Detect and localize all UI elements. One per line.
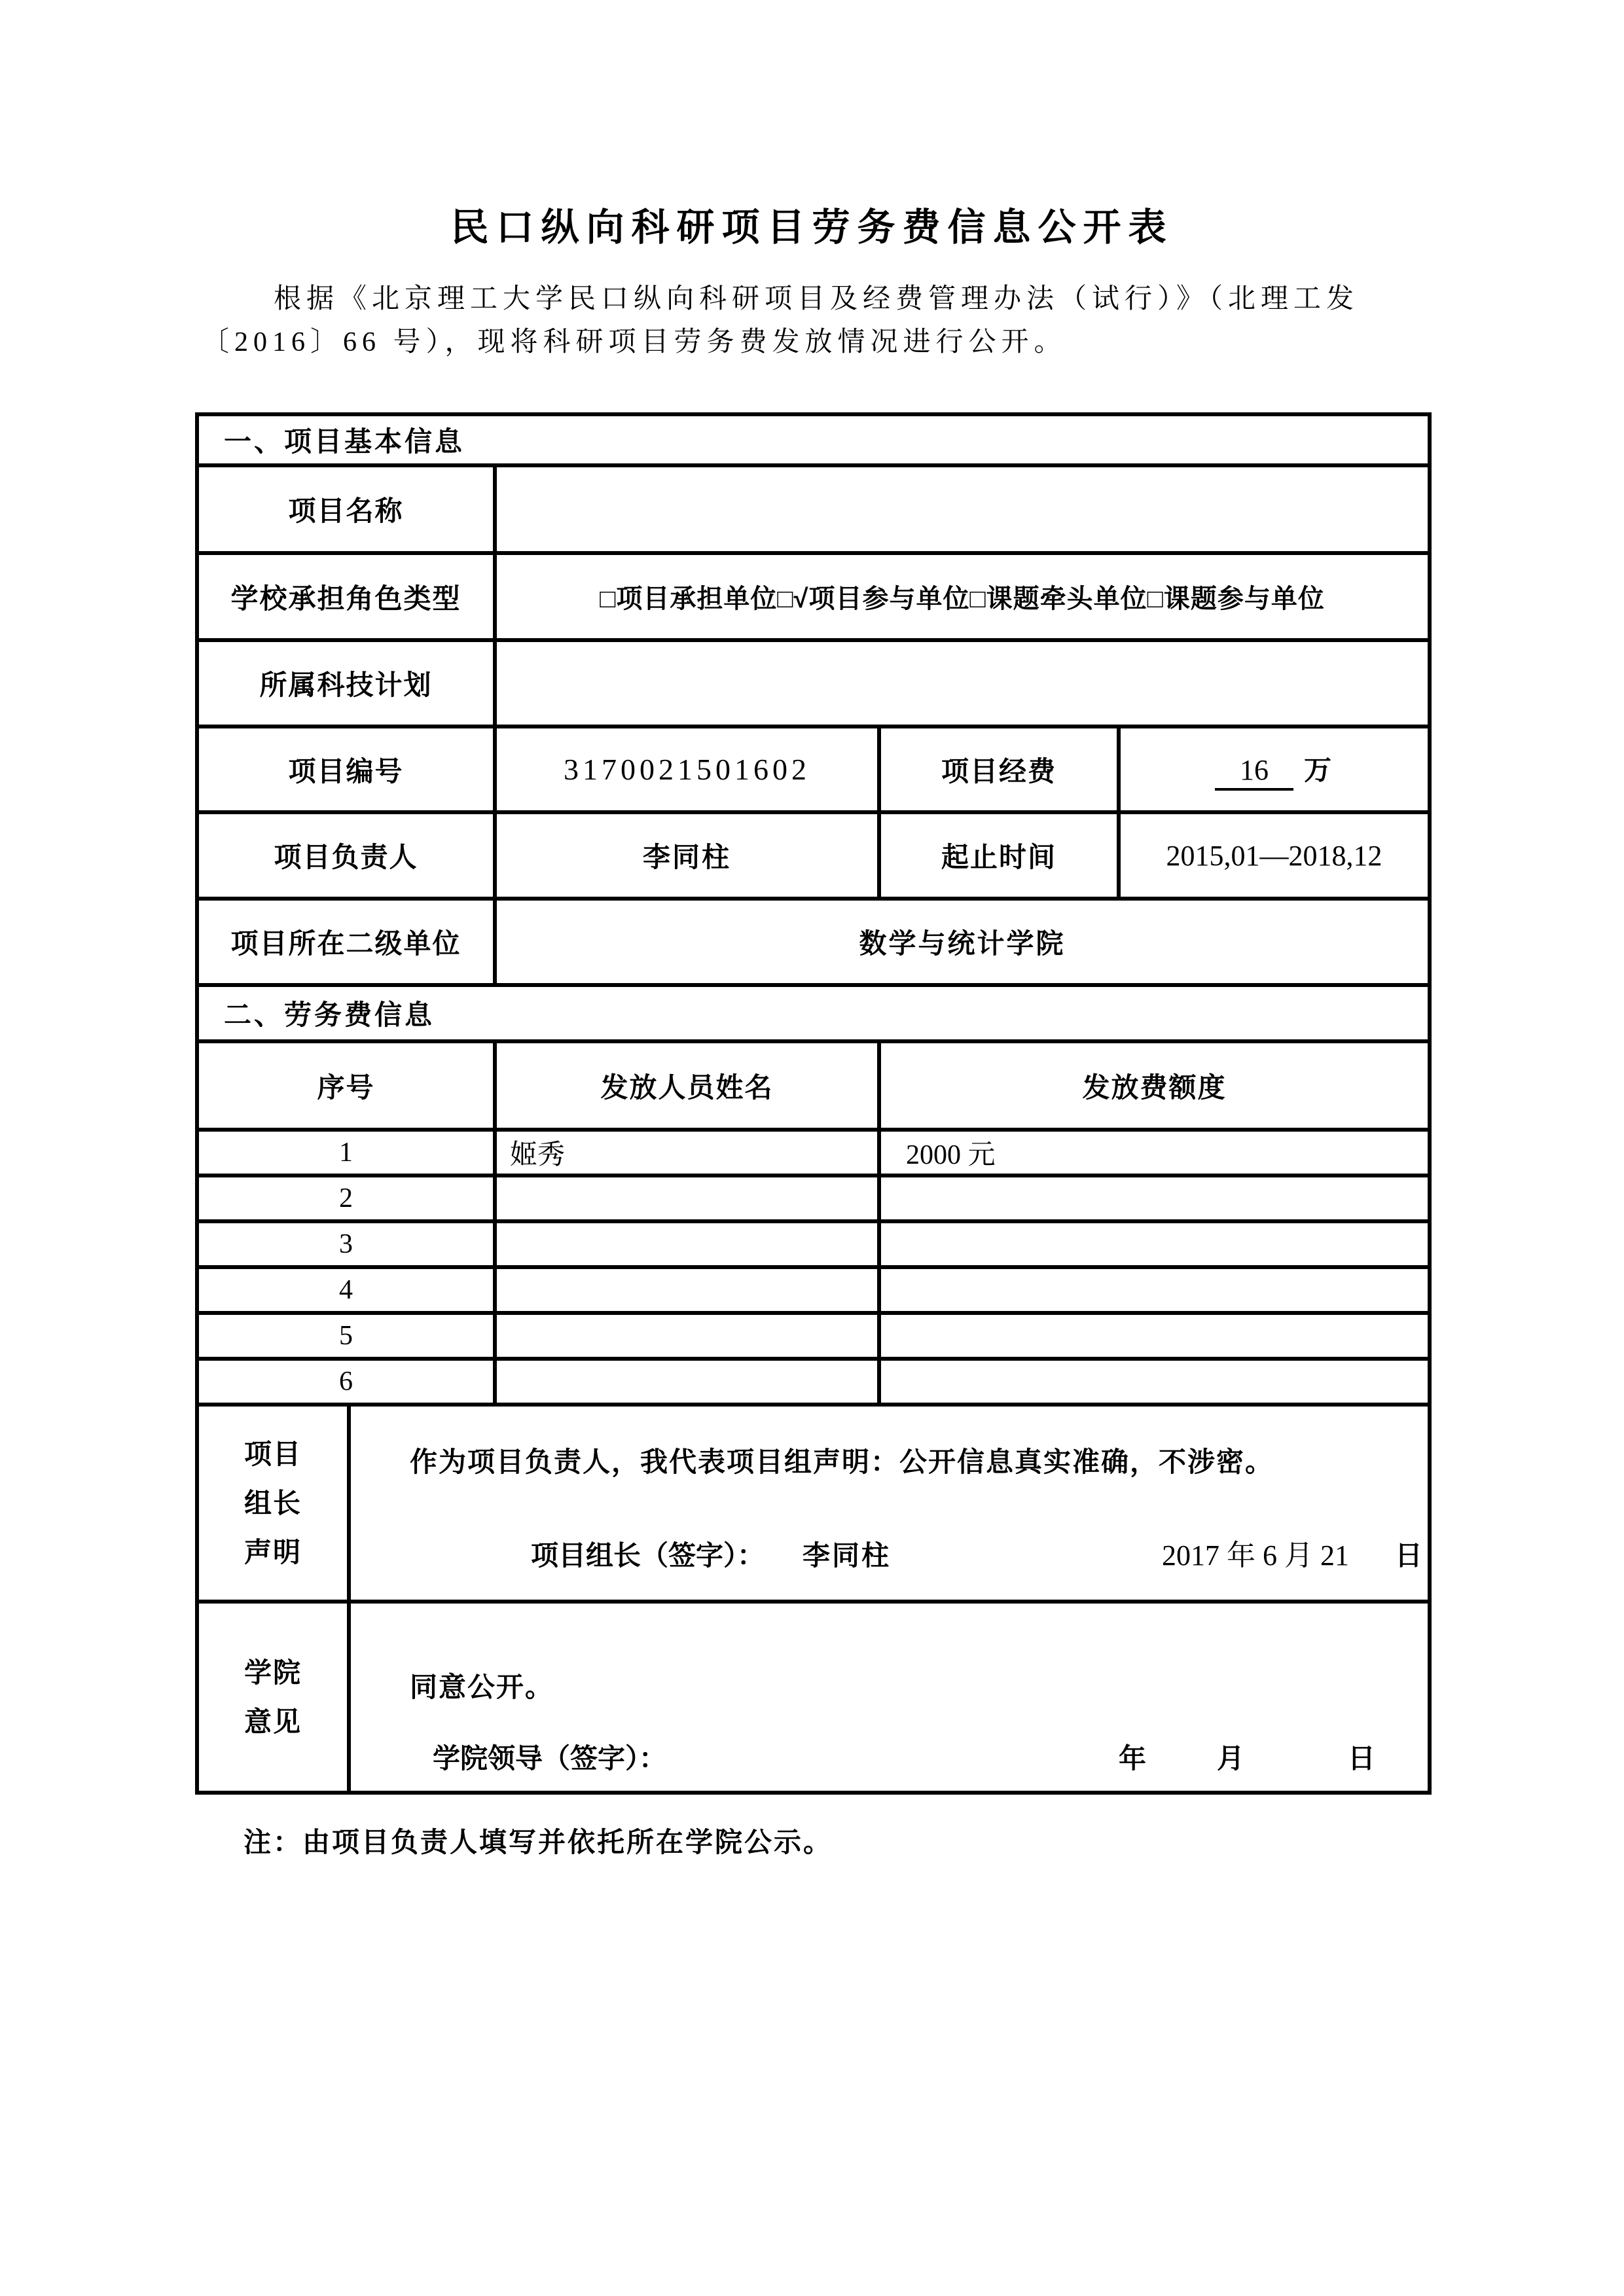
fee-row-amount: [879, 1359, 1430, 1405]
declaration-date-value: 2017 年 6 月 21: [1162, 1539, 1350, 1571]
declaration-label: [197, 1405, 349, 1602]
declaration-date-day: 日: [1395, 1540, 1423, 1571]
project-number-value: 3170021501602: [495, 726, 879, 812]
project-number-row: [197, 726, 1430, 812]
budget-unit: 万: [1304, 754, 1334, 785]
fee-row-amount: [879, 1175, 1430, 1221]
fee-row-index: 3: [197, 1221, 495, 1267]
role-type-checkboxes: □项目承担单位□√项目参与单位□课题牵头单位□课题参与单位: [495, 553, 1430, 640]
declaration-label-line: 组长: [244, 1488, 302, 1518]
fee-row-6: [197, 1359, 1430, 1405]
fee-row-name: [495, 1313, 879, 1359]
budget-label: 项目经费: [879, 726, 1119, 812]
fee-row-3: [197, 1221, 1430, 1267]
pi-label: 项目负责人: [197, 812, 495, 899]
fee-row-index: 4: [197, 1267, 495, 1313]
intro-line-2: 〔2016〕66 号），现将科研项目劳务费发放情况进行公开。: [202, 327, 1067, 357]
section1-header-row: [197, 414, 1430, 465]
college-signature-row: [410, 1737, 1375, 1776]
college-date-month: 月: [1217, 1743, 1245, 1774]
fee-row-name: [495, 1359, 879, 1405]
fee-row-index: 2: [197, 1175, 495, 1221]
unit-label: 项目所在二级单位: [197, 899, 495, 985]
fee-row-amount: [879, 1221, 1430, 1267]
duration-value: 2015,01—2018,12: [1119, 812, 1430, 899]
declaration-content-cell: [349, 1405, 1430, 1602]
col-header-index: 序号: [197, 1041, 495, 1130]
declaration-row: [197, 1405, 1430, 1602]
project-name-row: [197, 465, 1430, 553]
duration-label: 起止时间: [879, 812, 1119, 899]
fee-row-name: [495, 1175, 879, 1221]
fee-row-2: [197, 1175, 1430, 1221]
budget-value-cell: [1119, 726, 1430, 812]
unit-row: [197, 899, 1430, 985]
declaration-label-line: 项目: [244, 1439, 302, 1469]
fee-row-name: 姬秀: [495, 1130, 879, 1175]
fee-row-1: [197, 1130, 1430, 1175]
col-header-name: 发放人员姓名: [495, 1041, 879, 1130]
declaration-content: [351, 1407, 1428, 1596]
pi-row: [197, 812, 1430, 899]
section2-header-row: [197, 985, 1430, 1041]
program-value: [495, 640, 1430, 726]
unit-value: 数学与统计学院: [495, 899, 1430, 985]
program-label: 所属科技计划: [197, 640, 495, 726]
college-opinion-row: [197, 1602, 1430, 1793]
project-name-value: [495, 465, 1430, 553]
declaration-signature-row: [410, 1532, 1422, 1573]
fee-row-name: [495, 1221, 879, 1267]
fee-row-amount: 2000 元: [879, 1130, 1430, 1175]
leader-sign-label: 项目组长（签字）：: [531, 1540, 765, 1571]
declaration-date: [1162, 1532, 1422, 1573]
fee-table-header-row: [197, 1041, 1430, 1130]
pi-value: 李同柱: [495, 812, 879, 899]
college-label-line: 意见: [244, 1706, 302, 1737]
fee-row-4: [197, 1267, 1430, 1313]
intro-line-1: 根据《北京理工大学民口纵向科研项目及经费管理办法（试行）》（北理工发: [274, 284, 1360, 314]
fee-row-5: [197, 1313, 1430, 1359]
fee-row-index: 5: [197, 1313, 495, 1359]
fee-row-index: 6: [197, 1359, 495, 1405]
fee-row-index: 1: [197, 1130, 495, 1175]
page-title: 民口纵向科研项目劳务费信息公开表: [450, 206, 1174, 249]
college-opinion-text: 同意公开。: [410, 1672, 554, 1702]
leader-signature: 李同柱: [803, 1540, 892, 1571]
college-sign-label: 学院领导（签字）：: [433, 1743, 667, 1774]
fee-row-amount: [879, 1313, 1430, 1359]
college-content: [351, 1604, 1428, 1787]
col-header-amount: 发放费额度: [879, 1041, 1430, 1130]
footnote: 注：由项目负责人填写并依托所在学院公示。: [244, 1827, 833, 1857]
program-row: [197, 640, 1430, 726]
budget-amount: 16: [1215, 753, 1293, 791]
section2-header: 二、劳务费信息: [197, 985, 1430, 1041]
section1-header: 一、项目基本信息: [197, 414, 1430, 465]
college-date-year: 年: [1119, 1743, 1147, 1774]
role-type-row: [197, 553, 1430, 640]
fee-row-name: [495, 1267, 879, 1313]
college-date-day: 日: [1348, 1743, 1376, 1774]
declaration-label-line: 声明: [244, 1537, 302, 1568]
role-type-label: 学校承担角色类型: [197, 553, 495, 640]
college-content-cell: [349, 1602, 1430, 1793]
fee-row-amount: [879, 1267, 1430, 1313]
declaration-statement: 作为项目负责人，我代表项目组声明：公开信息真实准确，不涉密。: [410, 1446, 1274, 1477]
intro-paragraph: [196, 278, 1381, 364]
form-table: [195, 412, 1432, 1795]
project-number-label: 项目编号: [197, 726, 495, 812]
project-name-label: 项目名称: [197, 465, 495, 553]
college-opinion-label: [197, 1602, 349, 1793]
college-label-line: 学院: [244, 1657, 302, 1688]
